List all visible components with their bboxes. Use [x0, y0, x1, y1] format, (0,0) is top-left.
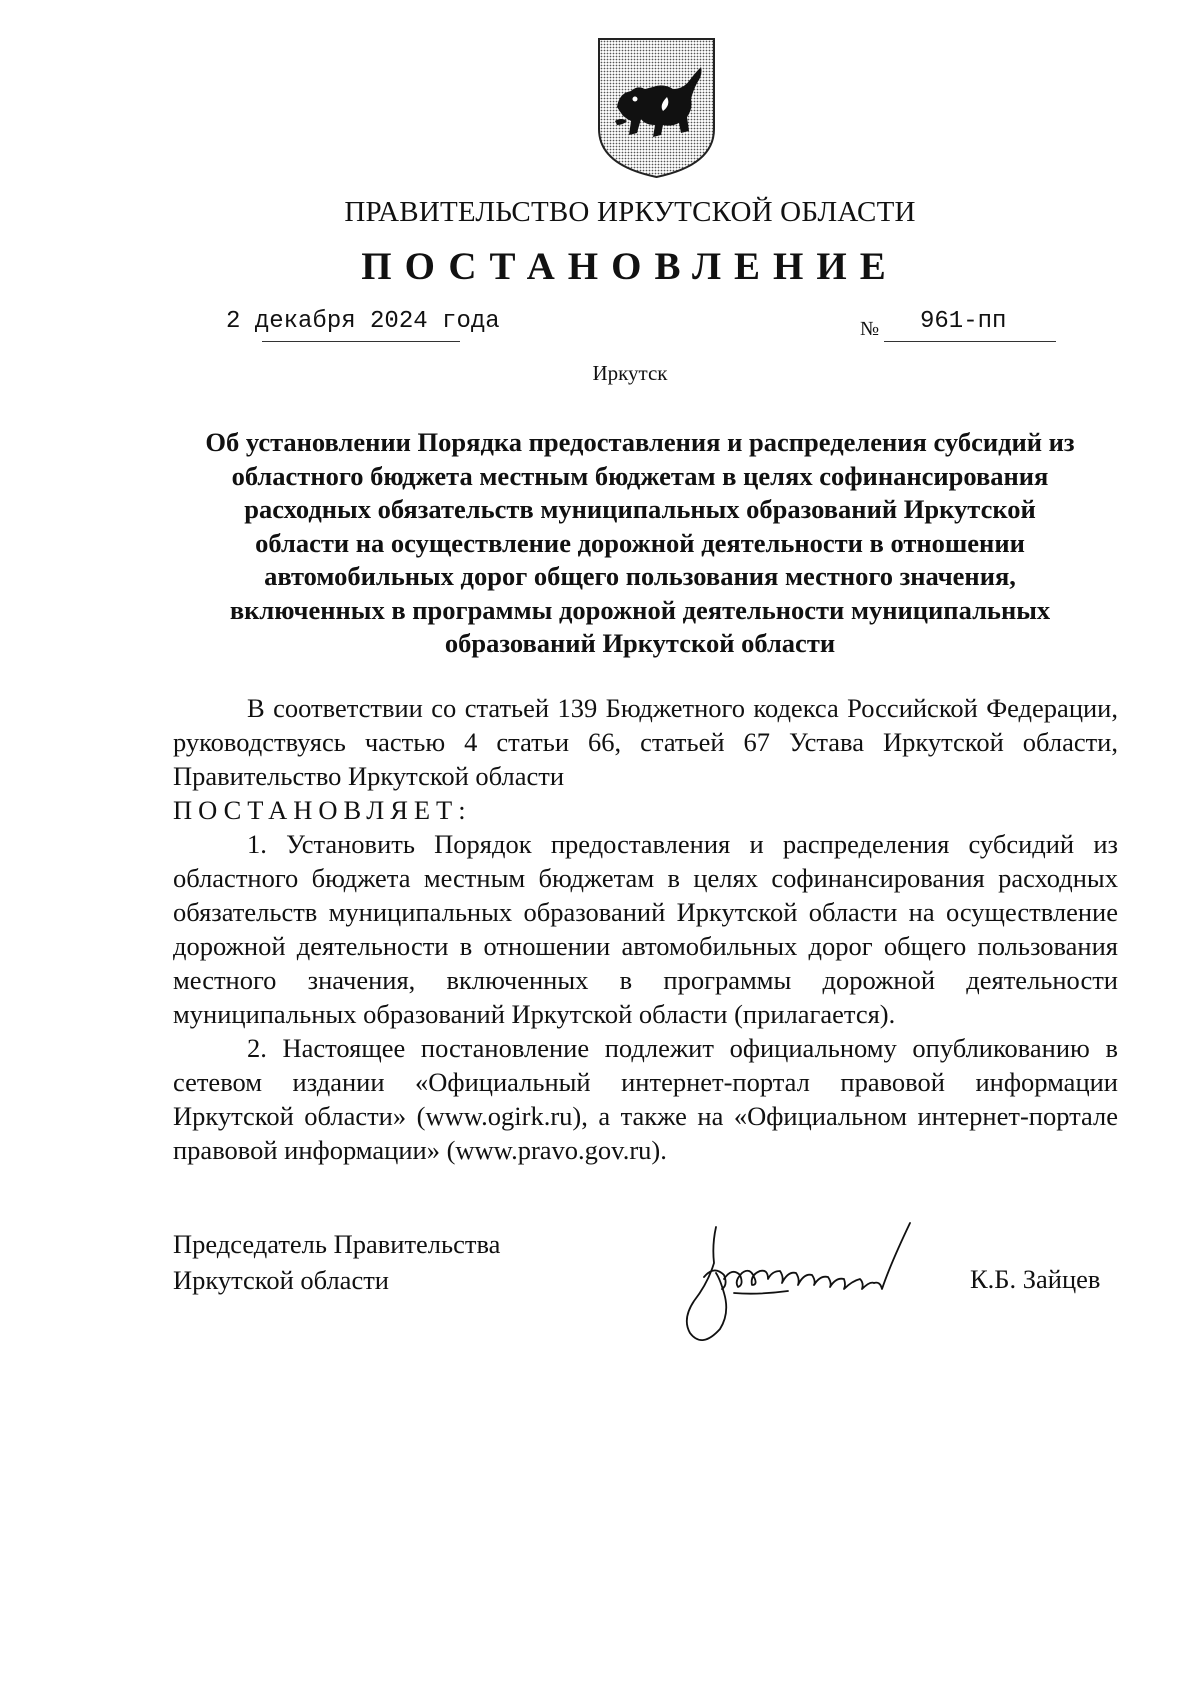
- signer-name: К.Б. Зайцев: [970, 1264, 1101, 1294]
- subject-line: включенных в программы дорожной деятельности муниципальных: [229, 594, 1051, 625]
- signer-position-line: Председатель Правительства: [173, 1229, 501, 1259]
- document-body: [173, 691, 1118, 1167]
- document-date: 2 декабря 2024 года: [226, 308, 500, 335]
- item-2-paragraph: 2. Настоящее постановление подлежит официальному опубликованию в сетевом издании «Официальный интернет-портал правовой информации Иркутской области» (www.ogirk.ru), а также на «Официальном интернет-портале правовой информации» (www.pravo.gov.ru).: [173, 1033, 1118, 1165]
- subject-line: областного бюджета местным бюджетам в целях софинансирования: [231, 460, 1049, 491]
- subject-line: Об установлении Порядка предоставления и распределения субсидий из: [205, 427, 1075, 457]
- decree-word: ПОСТАНОВЛЯЕТ:: [173, 795, 472, 825]
- document-number: 961-пп: [920, 308, 1007, 335]
- subject-line: области на осуществление дорожной деятельности в отношении: [255, 527, 1025, 558]
- document-city: Иркутск: [592, 361, 668, 385]
- document-subject: [160, 426, 1120, 661]
- preamble-paragraph: В соответствии со статьей 139 Бюджетного кодекса Российской Федерации, руководствуясь частью 4 статьи 66, статьей 67 Устава Иркутской области, Правительство Иркутской области: [173, 693, 1118, 791]
- item-1-paragraph: 1. Установить Порядок предоставления и распределения субсидий из областного бюджета местным бюджетам в целях софинансирования расходных обязательств муниципальных образований Иркутской области на осуществление дорожной деятельности в отношении автомобильных дорог общего пользования местного значения, включенных в программы дорожной деятельности муниципальных образований Иркутской области (прилагается).: [173, 829, 1118, 1029]
- government-title: ПРАВИТЕЛЬСТВО ИРКУТСКОЙ ОБЛАСТИ: [344, 196, 916, 228]
- coat-of-arms-icon: [597, 37, 716, 179]
- handwritten-signature-icon: [668, 1205, 928, 1355]
- document-type: ПОСТАНОВЛЕНИЕ: [361, 245, 899, 288]
- number-sign: №: [860, 318, 880, 340]
- subject-line: расходных обязательств муниципальных образований Иркутской: [244, 494, 1036, 524]
- signer-position: [173, 1226, 500, 1298]
- date-underline: [262, 341, 460, 342]
- subject-line: автомобильных дорог общего пользования местного значения,: [264, 561, 1016, 591]
- number-underline: [884, 341, 1056, 342]
- subject-line: образований Иркутской области: [444, 628, 836, 658]
- signer-position-line: Иркутской области: [173, 1265, 389, 1295]
